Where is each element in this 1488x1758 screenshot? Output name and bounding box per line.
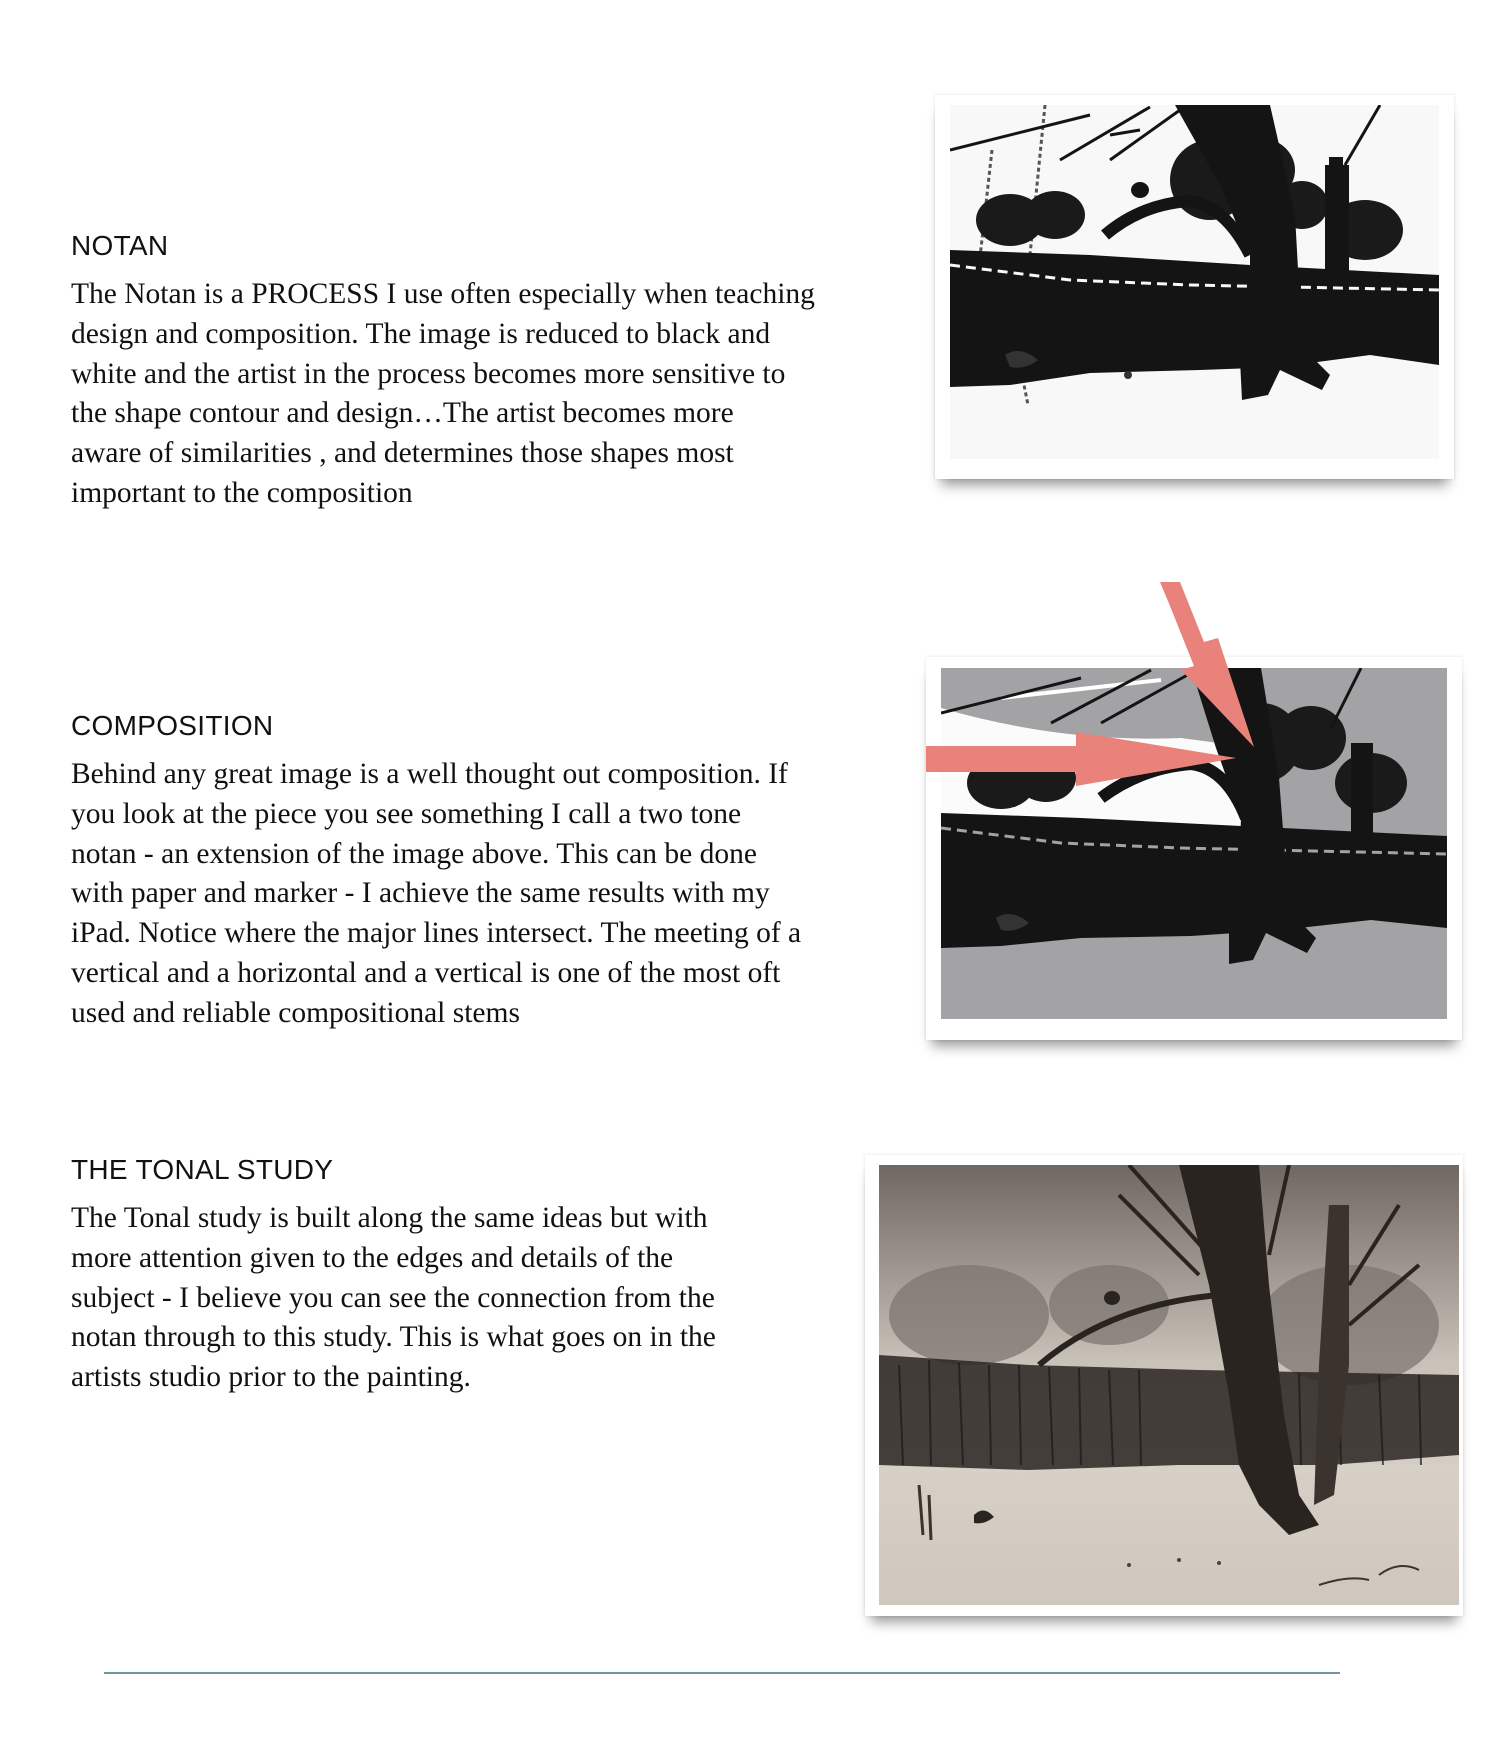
text-line: artists studio prior to the painting. [71,1361,471,1394]
text-line: important to the composition [71,476,413,509]
tonal-study-image-frame [865,1155,1463,1616]
diagonal-arrow-icon [1160,582,1254,747]
section-heading-composition: COMPOSITION [71,710,274,741]
composition-image-frame [926,657,1462,1040]
text-line: subject - I believe you can see the connection from the [71,1281,715,1314]
text-line: Behind any great image is a well thought out composition. If [71,758,788,790]
notan-image [950,105,1439,459]
text-line: the shape contour and design…The artist becomes more [71,397,734,430]
text-line: you look at the piece you see something I call a two tone [71,797,742,830]
text-line: The Notan is a PROCESS I use often especially when teaching [71,278,815,310]
text-line: iPad. Notice where the major lines intersect. The meeting of a [71,917,802,950]
notan-image-frame [935,95,1454,479]
text-line: The Tonal study is built along the same ideas but with [71,1202,708,1234]
section-heading-tonal-study: THE TONAL STUDY [71,1154,334,1185]
text-line: with paper and marker - I achieve the same results with my [71,877,770,910]
text-line: aware of similarities , and determines those shapes most [71,437,734,470]
text-line: white and the artist in the process becomes more sensitive to [71,357,786,390]
section-body-tonal-study [71,1199,716,1398]
text-line: more attention given to the edges and details of the [71,1241,674,1274]
footer-divider [104,1672,1340,1674]
section-heading-notan: NOTAN [71,230,169,261]
intersection-arrows [926,582,1462,1040]
horizontal-arrow-icon [926,732,1236,786]
text-line: vertical and a horizontal and a vertical is one of the most oft [71,956,781,989]
section-body-composition [71,755,801,1034]
text-line: design and composition. The image is reduced to black and [71,317,771,350]
text-line: notan through to this study. This is what goes on in the [71,1321,716,1354]
tonal-study-image [879,1165,1459,1605]
section-body-notan [71,275,815,514]
text-line: used and reliable compositional stems [71,996,520,1029]
text-line: notan - an extension of the image above. This can be done [71,837,757,870]
